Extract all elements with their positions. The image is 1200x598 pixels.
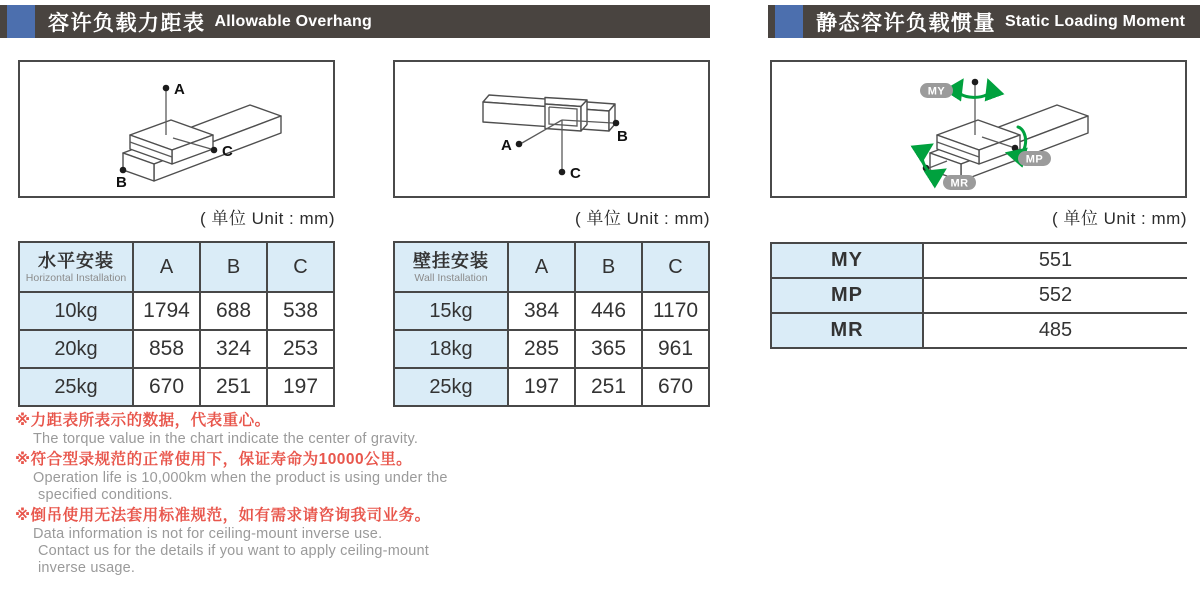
mr-badge-label: MR: [950, 177, 969, 190]
point-a-dot: [516, 141, 523, 148]
value-cell: 858: [133, 330, 200, 368]
load-cell: 25kg: [19, 368, 133, 406]
column-header-b: B: [575, 242, 642, 292]
rail-isometric-diagram: [20, 62, 333, 196]
table-title-zh: 壁挂安装: [413, 250, 489, 271]
section-title-en: Static Loading Moment: [1005, 12, 1186, 30]
point-c-label: C: [570, 165, 581, 182]
moment-value-cell: 552: [923, 278, 1187, 313]
horizontal-installation-table: [18, 241, 335, 407]
table-title-cell: [394, 242, 508, 292]
point-b-dot: [120, 167, 127, 174]
table-title-en: Horizontal Installation: [25, 271, 127, 284]
rail-wall-diagram: [395, 62, 708, 196]
note-en: inverse usage.: [38, 560, 136, 576]
value-cell: 688: [200, 292, 267, 330]
moment-label-cell: MR: [771, 313, 923, 348]
table-row: [771, 313, 1187, 348]
horizontal-installation-diagram: [18, 60, 335, 198]
table-title-zh: 水平安装: [38, 250, 114, 271]
moment-label-cell: MP: [771, 278, 923, 313]
value-cell: 538: [267, 292, 334, 330]
table-header-row: [19, 242, 334, 292]
table-row: [19, 368, 334, 406]
point-a-label: A: [174, 81, 185, 98]
table-row: [19, 330, 334, 368]
value-cell: 197: [508, 368, 575, 406]
value-cell: 251: [575, 368, 642, 406]
note-en: specified conditions.: [38, 487, 173, 503]
static-moment-table: [770, 242, 1187, 349]
blue-accent-square: [7, 5, 35, 38]
point-a-label: A: [501, 137, 512, 154]
column-header-a: A: [133, 242, 200, 292]
note-en: Data information is not for ceiling-mount inverse use.: [33, 526, 383, 542]
table-title-en: Wall Installation: [414, 271, 488, 284]
value-cell: 365: [575, 330, 642, 368]
value-cell: 251: [200, 368, 267, 406]
value-cell: 670: [133, 368, 200, 406]
point-a-dot: [163, 85, 170, 92]
value-cell: 670: [642, 368, 709, 406]
note-en: The torque value in the chart indicate the center of gravity.: [33, 431, 419, 447]
unit-label: ( 单位 Unit : mm): [200, 209, 335, 228]
rail-moment-diagram: [772, 62, 1185, 196]
note-en: Operation life is 10,000km when the product is using under the: [33, 470, 448, 486]
mp-axis-dot: [1012, 145, 1019, 152]
moment-label-cell: MY: [771, 243, 923, 278]
point-b-label: B: [617, 128, 628, 145]
wall-installation-diagram: [393, 60, 710, 198]
column-header-a: A: [508, 242, 575, 292]
table-row: [771, 278, 1187, 313]
load-cell: 18kg: [394, 330, 508, 368]
section-header-static-loading-moment: [768, 5, 1200, 38]
note-zh: ※力距表所表示的数据，代表重心。: [15, 412, 271, 429]
point-c-dot: [211, 147, 218, 154]
my-badge-label: MY: [927, 85, 946, 98]
value-cell: 253: [267, 330, 334, 368]
section-title-zh: 静态容许负载惯量: [816, 11, 996, 35]
table-row: [19, 292, 334, 330]
note-item: [15, 411, 515, 448]
value-cell: 324: [200, 330, 267, 368]
column-header-c: C: [267, 242, 334, 292]
table-row: [394, 368, 709, 406]
point-c-dot: [559, 169, 566, 176]
value-cell: 384: [508, 292, 575, 330]
section-title-en: Allowable Overhang: [214, 12, 372, 30]
note-en: Contact us for the details if you want to apply ceiling-mount: [38, 543, 430, 559]
point-c-label: C: [222, 143, 233, 160]
my-axis-dot: [972, 79, 979, 86]
load-cell: 20kg: [19, 330, 133, 368]
value-cell: 285: [508, 330, 575, 368]
unit-label: ( 单位 Unit : mm): [575, 209, 710, 228]
table-header-row: [394, 242, 709, 292]
load-cell: 15kg: [394, 292, 508, 330]
moment-value-cell: 485: [923, 313, 1187, 348]
point-b-label: B: [116, 174, 127, 191]
load-cell: 10kg: [19, 292, 133, 330]
note-zh: ※倒吊使用无法套用标准规范，如有需求请咨询我司业务。: [15, 507, 431, 524]
footnotes: [15, 411, 515, 579]
value-cell: 1170: [642, 292, 709, 330]
table-row: [771, 243, 1187, 278]
section-header-allowable-overhang: [0, 5, 710, 38]
note-item: [15, 450, 515, 504]
point-b-dot: [613, 120, 620, 127]
column-header-c: C: [642, 242, 709, 292]
note-zh: ※符合型录规范的正常使用下，保证寿命为10000公里。: [15, 451, 413, 468]
mp-badge-label: MP: [1025, 153, 1044, 166]
table-title-cell: [19, 242, 133, 292]
unit-label: ( 单位 Unit : mm): [1052, 209, 1187, 228]
wall-installation-table: [393, 241, 710, 407]
table-row: [394, 330, 709, 368]
blue-accent-square: [775, 5, 803, 38]
value-cell: 197: [267, 368, 334, 406]
value-cell: 961: [642, 330, 709, 368]
value-cell: 446: [575, 292, 642, 330]
moment-value-cell: 551: [923, 243, 1187, 278]
my-rotation-arrow: [957, 87, 991, 97]
value-cell: 1794: [133, 292, 200, 330]
section-title-zh: 容许负载力距表: [48, 11, 206, 35]
column-header-b: B: [200, 242, 267, 292]
note-item: [15, 506, 515, 577]
load-cell: 25kg: [394, 368, 508, 406]
static-moment-diagram: [770, 60, 1187, 198]
table-row: [394, 292, 709, 330]
